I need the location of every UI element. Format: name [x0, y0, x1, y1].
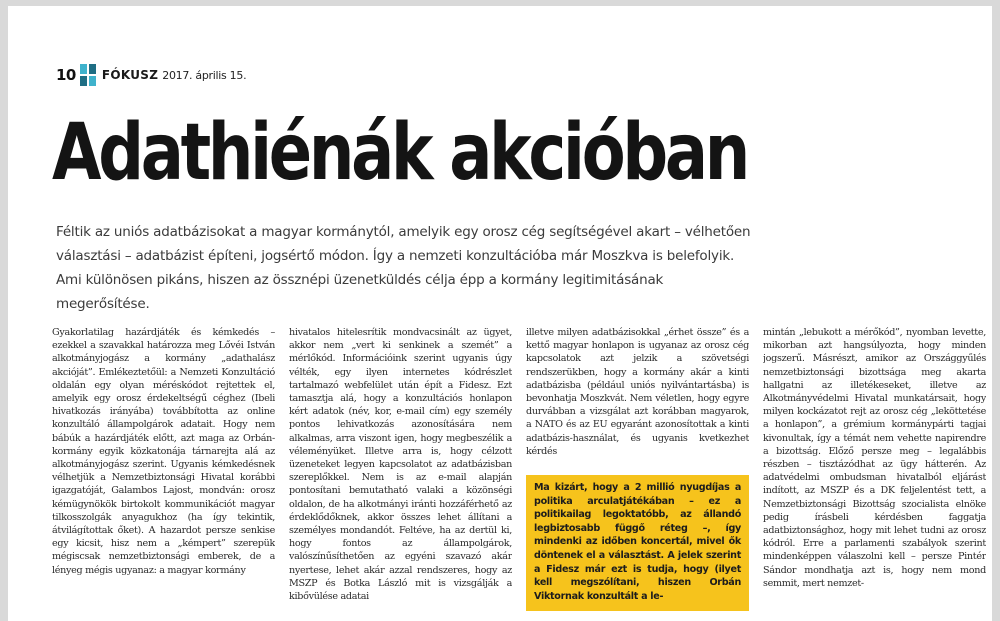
page-number: 10: [56, 66, 76, 84]
newspaper-page: [8, 6, 992, 621]
column-text: mintán „lebukott a mérőkód”, nyomban levette, mikorban azt hangsúlyozta, hogy minden jogszerű. Másrészt, amikor az Országgyűlés nemzetbiztonsági bizottsága meg akarta hallgatni az illetékeseket, illetve az Alkotmányvédelmi Hivatal munkatársait, hogy milyen kockázatot rejt az orosz cég „leköttetése a honlapon”, a grémium kormánypárti tagjai kivonultak, így a témát nem vehette napirendre a bizottság. Előző persze meg – legalábbis részben – tisztázódhat az ügy hátterén. Az adatvédelmi ombudsman hivatalból eljárást indított, az MSZP és a DK feljelentést tett, a Nemzetbiztonsági Bizottság szocialista elnöke pedig írásbeli kérdésben faggatja adatbiztonsághoz, hogy mit lehet tudni az orosz kódról. Erre a parlamenti szabályok szerint mindenképpen válaszolni kell – persze Pintér Sándor mondhatja azt is, hogy nem mond semmit, mert nemzet-: [763, 327, 986, 589]
column-text: illetve milyen adatbázisokkal „érhet össze” és a kettő magyar honlapon is ugyanaz az orosz cég kapcsolatok azt jelzik a szövetségi rendszerükben, hogy a kormány akár a kinti adatbázisba (például uniós nyilvántartásba) is bevonhatja Moszkvát. Nem véletlen, hogy egyre durvábban a vizsgálat azt korábban magyarok, a NATO és az EU egyaránt azonosítottak a kinti adatbázis-használat, és ugyanis kvetkezhet kérdés: [526, 327, 749, 457]
text-column-2: [289, 326, 512, 621]
pull-quote-text: Ma kizárt, hogy a 2 millió nyugdíjas a politika arculatjátékában – ez a politikailag legoktatóbb, az állandó legbiztosabb függő réteg –, így mindenki az időben koncertál, mivel ők döntenek el a választást. A jelek szerint a Fidesz már ezt is tudja, hogy (ilyet kell megszólítani, hiszen Orbán Viktornak konzultált a le-: [534, 482, 741, 602]
page-header: [56, 62, 246, 88]
pull-quote-box: [526, 475, 749, 611]
section-label: FÓKUSZ: [101, 68, 159, 82]
logo-top-row: [80, 64, 96, 74]
hvg-logo-icon: [80, 64, 96, 86]
article-body: [52, 326, 984, 621]
article-headline: Adathiénák akcióban: [52, 108, 747, 198]
logo-cell: [89, 76, 96, 86]
logo-cell: [89, 64, 96, 74]
text-column-4: [763, 326, 986, 621]
issue-date: 2017. április 15.: [162, 68, 247, 82]
text-column-1: [52, 326, 275, 621]
logo-bottom-row: [80, 76, 96, 86]
column-text: Gyakorlatilag hazárdjáték és kémkedés – ezekkel a szavakkal határozza meg Lővéi István alkotmányjogász a kormány „adathalász akcióját”. Emlékeztetőül: a Nemzeti Konzultáció oldalán egy olyan méréskódot rejtettek el, amelyik egy orosz érdekeltségű céghez (Ibeli hivatkozás irányába) továbbította az online konzultáló állampolgárok adatait. Hogy nem bábúk a hazárdjáték előtt, azt maga az Orbán-kormány egyik közkatonája tárnarejta alá az alkotmányjogász szerint. Ugyanis kémkedésnek vélhetjük a Nemzetbiztonsági Hivatal korábbi igazgatóját, Galambos Lajost, mondván: orosz kémügynökök birtokolt kommunikációt magyar tilkosszolgák anyagukhoz (ha így tekintik, átvilágítottak őket). A hazardot persze senkise egy kicsit, hisz nem a „kémpert” szerepük mégiscsak nemzetbiztonsági emberek, de a lényeg mégis ugyanaz: a magyar kormány: [52, 327, 275, 576]
logo-cell: [80, 76, 87, 86]
text-column-3: [526, 326, 749, 621]
article-lead: Féltik az uniós adatbázisokat a magyar kormánytól, amelyik egy orosz cég segítségével akart – vélhetően választási – adatbázist építeni, jogsértő módon. Így a nemzeti konzultációba már Moszkva is belefolyik. Ami különösen pikáns, hiszen az össznépi üzenetküldés célja épp a kormány legitimitásának megerősítése.: [56, 224, 751, 312]
column-text: hivatalos hitelesrítik mondvacsinált az ügyet, akkor nem „vert ki senkinek a szemét” a mérlőkód. Információink szerint ugyanis úgy vélték, egy ilyen internetes kódrészlet tartalmazó webfelület után épít a Fidesz. Ezt tamasztja alá, hogy a konzultációs honlapon kért adatok (név, kor, e-mail cím) egy személy pontos lehivatkozás azonosítására nem alkalmas, arra viszont igen, hogy megbeszélik a véleményüket. Illetve arra is, hogy célzott üzeneteket legyen kapcsolatot az adatbázisban szereplőkkel. Nem is az e-mail alapján pontosítani bemutatható valaki a közönségi oldalon, de ha alkotmányi iránti hozzáférhető az érdeklődőknek, akkor összes lehet állítani a személyes mondandót. Feltéve, ha az dertül ki, hogy fontos az állampolgárok, valószínűsíthetően az egyéni szavazó akár nyertese, lehet akár azzal rendszeres, hogy az MSZP és Botka László mit is vizsgálják a kibővülése adatai: [289, 327, 512, 603]
logo-cell: [80, 64, 87, 74]
